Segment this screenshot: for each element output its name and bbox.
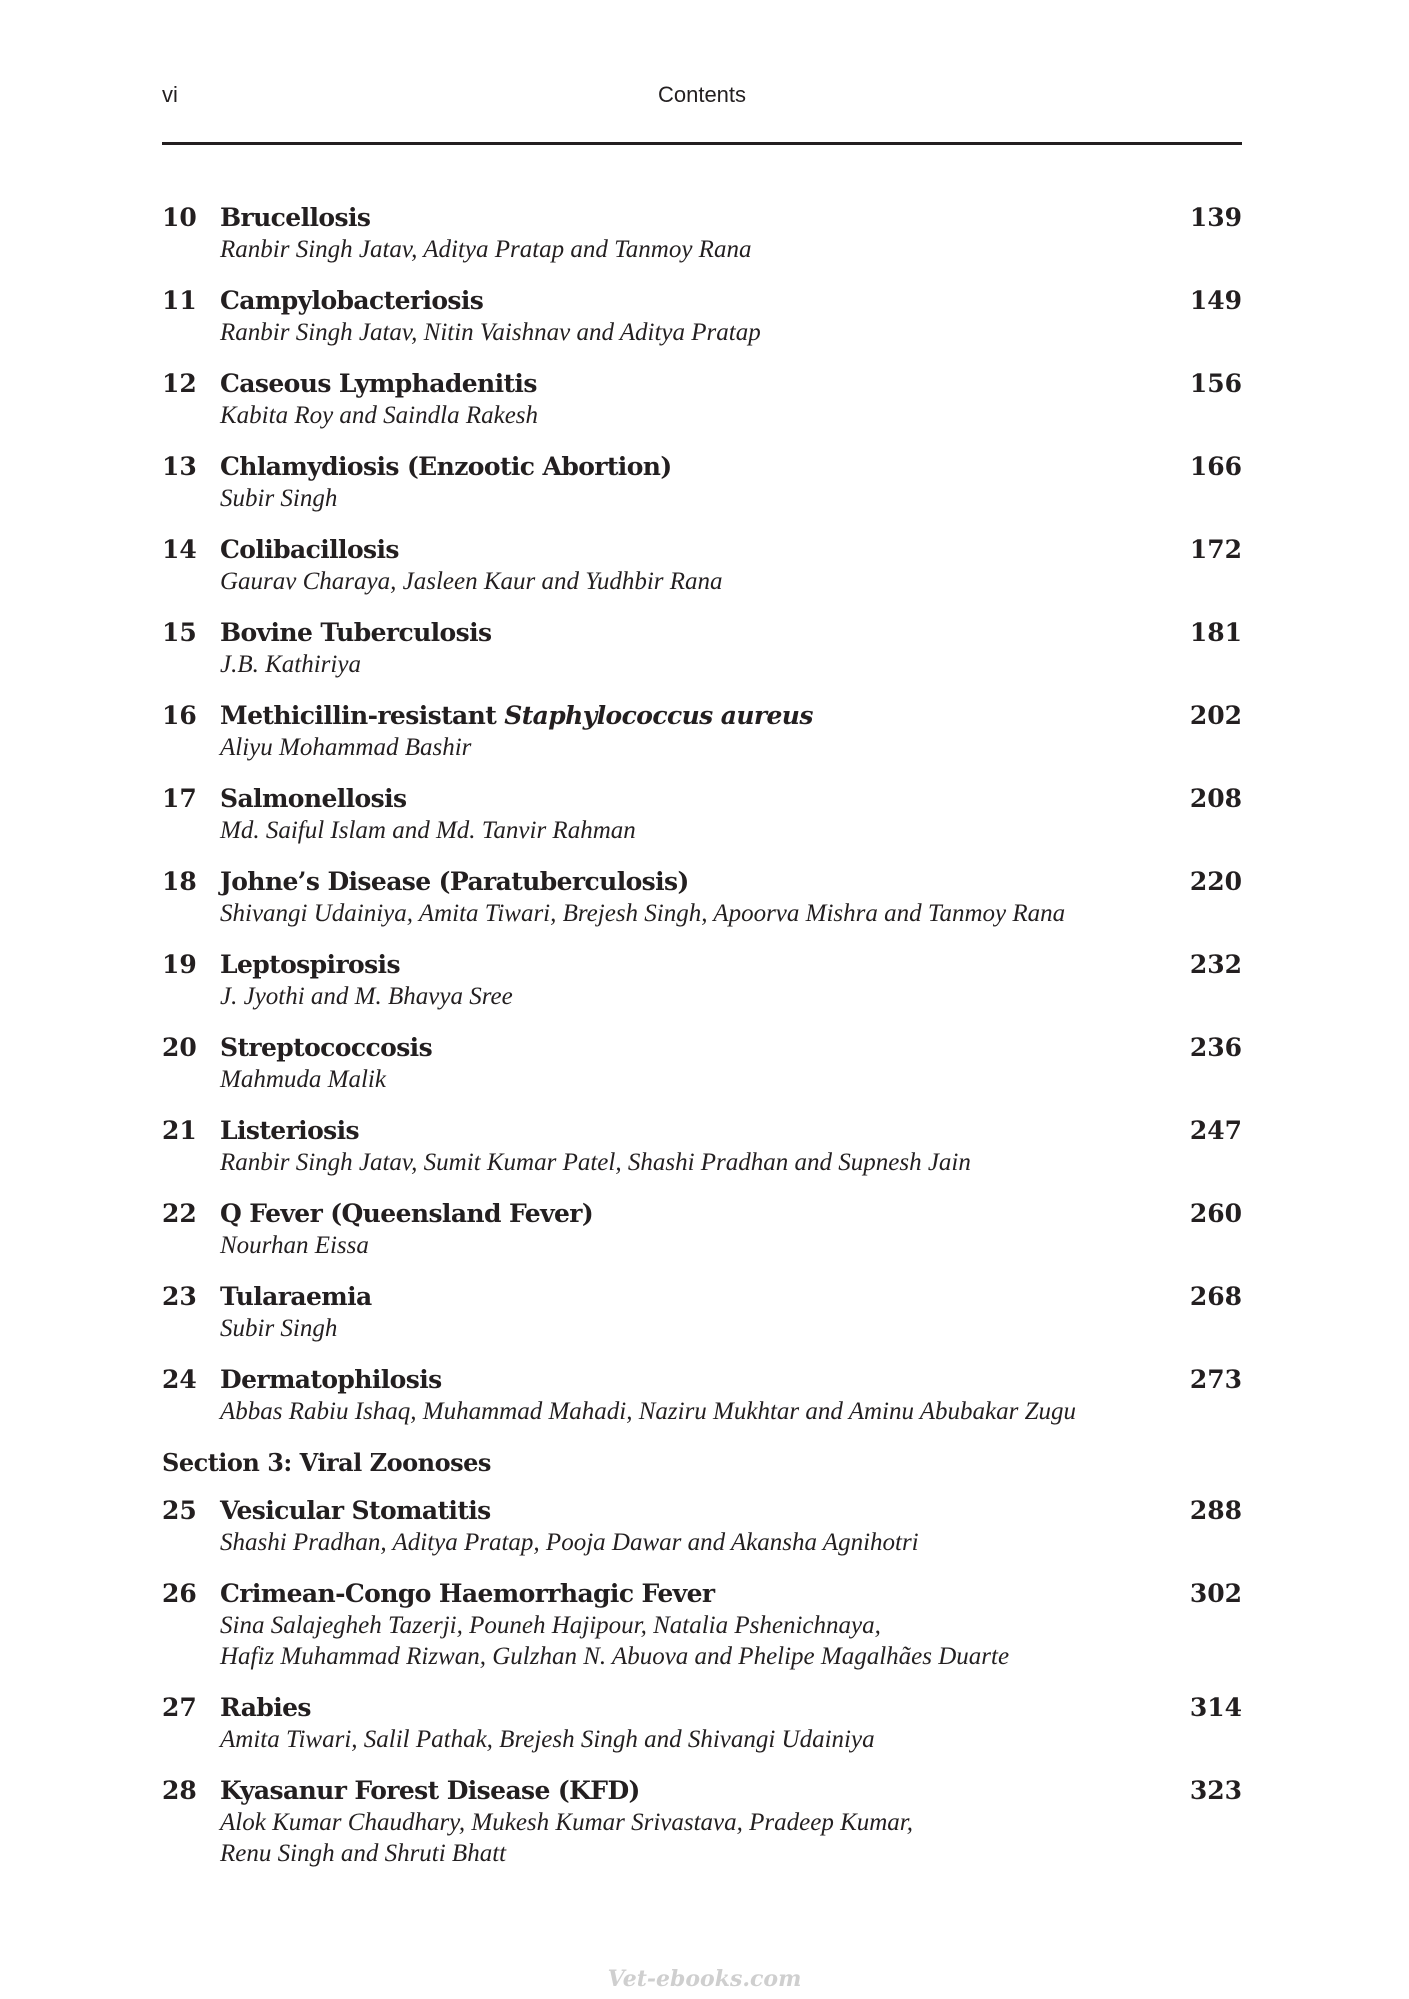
page-ref: 302: [1189, 1579, 1242, 1608]
chapter-number: 20: [162, 1033, 197, 1062]
chapter-title-text: Chlamydiosis (Enzootic Abortion): [220, 452, 672, 481]
chapter-number: 12: [162, 369, 197, 398]
chapter-number: 18: [162, 867, 197, 896]
chapter-title: [220, 949, 1152, 981]
chapter-title: [220, 368, 1152, 400]
toc-entry[interactable]: [162, 1115, 1242, 1178]
page-ref: 166: [1189, 452, 1242, 481]
toc-entry[interactable]: [162, 617, 1242, 680]
chapter-title-text: Caseous Lymphadenitis: [220, 369, 537, 398]
chapter-authors: J. Jyothi and M. Bhavya Sree: [220, 983, 513, 1010]
toc-entry[interactable]: [162, 866, 1242, 929]
toc-entry[interactable]: [162, 1364, 1242, 1427]
chapter-title: [220, 783, 1152, 815]
toc-entry[interactable]: [162, 534, 1242, 597]
chapter-title: [220, 1578, 1152, 1610]
chapter-authors: Shivangi Udainiya, Amita Tiwari, Brejesh Singh, Apoorva Mishra and Tanmoy Rana: [220, 900, 1066, 927]
page-ref: 208: [1189, 784, 1242, 813]
page-ref: 268: [1189, 1282, 1242, 1311]
page-number: vi: [162, 82, 178, 107]
chapter-authors: Renu Singh and Shruti Bhatt: [220, 1840, 507, 1867]
chapter-title-text: Johne’s Disease (Paratuberculosis): [220, 867, 689, 896]
chapter-title-text: Tularaemia: [220, 1282, 372, 1311]
chapter-authors: Amita Tiwari, Salil Pathak, Brejesh Singh and Shivangi Udainiya: [220, 1726, 875, 1753]
page-ref: 220: [1189, 867, 1242, 896]
chapter-title-text: Leptospirosis: [220, 950, 400, 979]
chapter-title: [220, 202, 1152, 234]
toc-entry[interactable]: [162, 202, 1242, 265]
chapter-number: 19: [162, 950, 197, 979]
chapter-authors: Md. Saiful Islam and Md. Tanvir Rahman: [220, 817, 636, 844]
chapter-title: [220, 1495, 1152, 1527]
toc-entry[interactable]: [162, 285, 1242, 348]
chapter-title-text: Brucellosis: [220, 203, 371, 232]
chapter-title: [220, 617, 1152, 649]
chapter-number: 10: [162, 203, 197, 232]
toc-entry[interactable]: [162, 451, 1242, 514]
toc-entry[interactable]: [162, 783, 1242, 846]
chapter-title: [220, 866, 1152, 898]
chapter-number: 17: [162, 784, 197, 813]
chapter-title-text: Listeriosis: [220, 1116, 359, 1145]
toc-entry[interactable]: [162, 1281, 1242, 1344]
page-ref: 172: [1189, 535, 1242, 564]
chapter-authors: Mahmuda Malik: [220, 1066, 386, 1093]
toc-entry[interactable]: [162, 700, 1242, 763]
toc-entry[interactable]: [162, 1775, 1242, 1869]
chapter-authors: Hafiz Muhammad Rizwan, Gulzhan N. Abuova and Phelipe Magalhães Duarte: [220, 1643, 1010, 1670]
chapter-number: 13: [162, 452, 197, 481]
chapter-title: [220, 700, 1152, 732]
chapter-number: 11: [162, 286, 197, 315]
chapter-number: 26: [162, 1579, 197, 1608]
page-ref: 149: [1189, 286, 1242, 315]
page-ref: 273: [1189, 1365, 1242, 1394]
chapter-title-text: Rabies: [220, 1693, 311, 1722]
chapter-title-text: Bovine Tuberculosis: [220, 618, 492, 647]
chapter-authors: Gaurav Charaya, Jasleen Kaur and Yudhbir Rana: [220, 568, 723, 595]
chapter-title: [220, 1281, 1152, 1313]
page-ref: 181: [1189, 618, 1242, 647]
table-of-contents: [162, 202, 1242, 1889]
chapter-number: 23: [162, 1282, 197, 1311]
watermark-logo: Vet-ebooks.com: [607, 1966, 802, 1992]
chapter-number: 25: [162, 1496, 197, 1525]
running-head: Contents: [657, 82, 747, 107]
chapter-authors: Sina Salajegheh Tazerji, Pouneh Hajipour, Natalia Pshenichnaya,: [220, 1612, 881, 1639]
chapter-title-text: Crimean-Congo Haemorrhagic Fever: [220, 1579, 715, 1608]
toc-entry[interactable]: [162, 1578, 1242, 1672]
chapter-authors: Abbas Rabiu Ishaq, Muhammad Mahadi, Naziru Mukhtar and Aminu Abubakar Zugu: [220, 1398, 1077, 1425]
toc-group-section-2: [162, 202, 1242, 1427]
chapter-number: 16: [162, 701, 197, 730]
chapter-title: [220, 534, 1152, 566]
page-ref: 288: [1189, 1496, 1242, 1525]
page-ref: 247: [1189, 1116, 1242, 1145]
chapter-authors: Nourhan Eissa: [220, 1232, 369, 1259]
page-ref: 202: [1189, 701, 1242, 730]
toc-entry[interactable]: [162, 1032, 1242, 1095]
chapter-number: 28: [162, 1776, 197, 1805]
chapter-title-text: Vesicular Stomatitis: [220, 1496, 491, 1525]
toc-group-section-3: [162, 1495, 1242, 1869]
chapter-title-text: Kyasanur Forest Disease (KFD): [220, 1776, 640, 1805]
chapter-authors: Alok Kumar Chaudhary, Mukesh Kumar Srivastava, Pradeep Kumar,: [220, 1809, 914, 1836]
chapter-authors: J.B. Kathiriya: [220, 651, 361, 678]
toc-entry[interactable]: [162, 949, 1242, 1012]
toc-entry[interactable]: [162, 368, 1242, 431]
chapter-title-text: Methicillin-resistant: [220, 701, 505, 730]
chapter-authors: Aliyu Mohammad Bashir: [220, 734, 472, 761]
chapter-authors: Subir Singh: [220, 485, 338, 512]
chapter-title: [220, 1115, 1152, 1147]
chapter-authors: Kabita Roy and Saindla Rakesh: [220, 402, 539, 429]
chapter-title: [220, 285, 1152, 317]
page-ref: 260: [1189, 1199, 1242, 1228]
chapter-number: 24: [162, 1365, 197, 1394]
chapter-number: 15: [162, 618, 197, 647]
chapter-title: [220, 451, 1152, 483]
toc-entry[interactable]: [162, 1692, 1242, 1755]
page-ref: 156: [1189, 369, 1242, 398]
chapter-authors: Ranbir Singh Jatav, Nitin Vaishnav and Aditya Pratap: [220, 319, 761, 346]
chapter-authors: Subir Singh: [220, 1315, 338, 1342]
section-heading: Section 3: Viral Zoonoses: [162, 1448, 491, 1477]
page-ref: 236: [1189, 1033, 1242, 1062]
chapter-title: [220, 1692, 1152, 1724]
page-ref: 139: [1189, 203, 1242, 232]
page-ref: 323: [1189, 1776, 1242, 1805]
chapter-title: [220, 1198, 1152, 1230]
chapter-title-text: Salmonellosis: [220, 784, 407, 813]
chapter-title-text: Colibacillosis: [220, 535, 399, 564]
chapter-title: [220, 1364, 1152, 1396]
page-header: [162, 80, 1242, 145]
chapter-title-text: Streptococcosis: [220, 1033, 433, 1062]
toc-entry[interactable]: [162, 1198, 1242, 1261]
chapter-number: 27: [162, 1693, 197, 1722]
chapter-authors: Ranbir Singh Jatav, Sumit Kumar Patel, Shashi Pradhan and Supnesh Jain: [220, 1149, 971, 1176]
page-ref: 314: [1189, 1693, 1242, 1722]
page-ref: 232: [1189, 950, 1242, 979]
chapter-title: [220, 1775, 1152, 1807]
chapter-title-text: Q Fever (Queensland Fever): [220, 1199, 594, 1228]
chapter-number: 14: [162, 535, 197, 564]
chapter-title: [220, 1032, 1152, 1064]
chapter-number: 21: [162, 1116, 197, 1145]
chapter-title-text: Campylobacteriosis: [220, 286, 484, 315]
chapter-authors: Shashi Pradhan, Aditya Pratap, Pooja Dawar and Akansha Agnihotri: [220, 1529, 919, 1556]
chapter-title-italic: Staphylococcus aureus: [504, 701, 813, 730]
chapter-title-text: Dermatophilosis: [220, 1365, 442, 1394]
chapter-number: 22: [162, 1199, 197, 1228]
toc-entry[interactable]: [162, 1495, 1242, 1558]
chapter-authors: Ranbir Singh Jatav, Aditya Pratap and Tanmoy Rana: [220, 236, 752, 263]
